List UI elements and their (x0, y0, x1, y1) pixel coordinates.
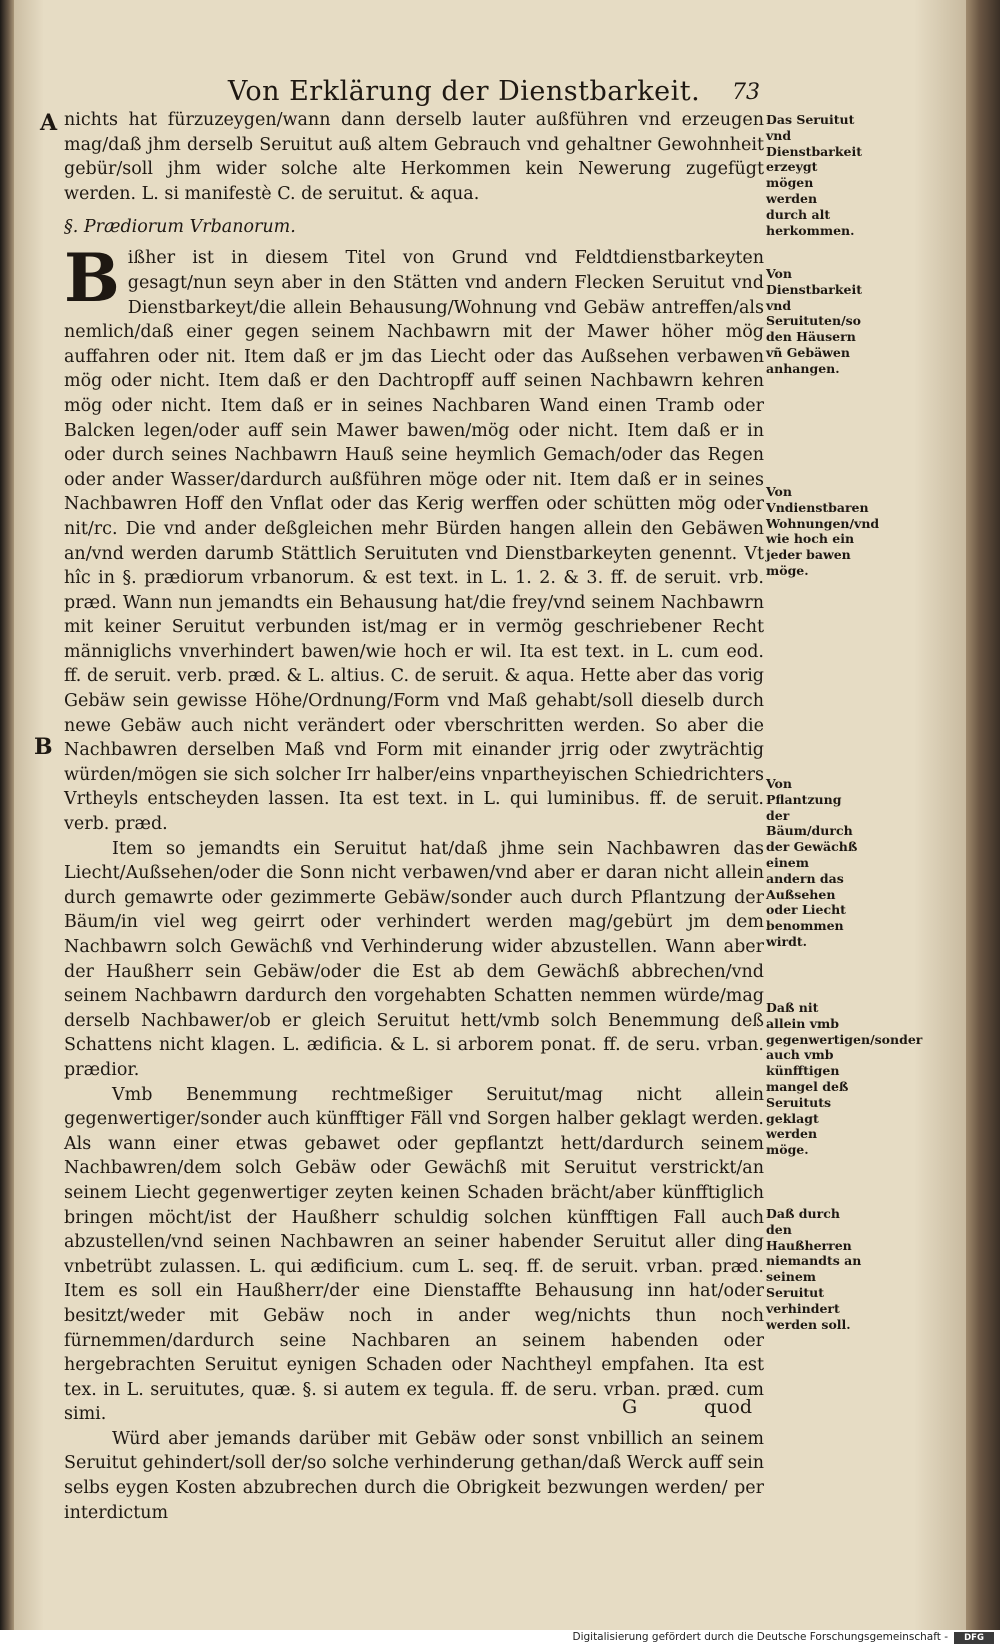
margin-letter-a: A (40, 110, 58, 136)
catchword: quod (704, 1396, 753, 1418)
paragraph-pflantzung: Item so jemandts ein Seruitut hat/daß jhme sein Nachbawren das Liecht/Außsehen/oder die Sonn nicht verbawen/vnd aber er daran nicht allein durch gemawrte oder gezimmerte Gebäw/sonder auch durch Pflantzung der Bäum/in viel weg geirrt oder verhindert werden mag/gebürt jm dem Nachbawrn solch Gewächß vnd Verhinderung wider abzustellen. Wann aber der Haußherr sein Gebäw/oder die Est ab dem Gewächß abbrechen/vnd seinem Nachbawrn dardurch den vorgehabten Schatten nemmen würde/mag derselb Nachbawer/ob er gleich Seruitut hett/vmb solch Benemmung deß Schattens nicht klagen. L. ædificia. & L. si arborem ponat. ff. de seru. vrban. prædior. (64, 838, 764, 1080)
running-title: Von Erklärung der Dienstbarkeit. (227, 76, 701, 107)
book-page (14, 0, 966, 1630)
marginal-note-5: Daß nit allein vmb gegenwertigen/sonder auch vmb künfftigen mangel deß Seruituts geklagt werden möge. (766, 1000, 923, 1158)
signature-mark: G (622, 1396, 638, 1418)
paragraph-benemmung: Vmb Benemmung rechtmeßiger Seruitut/mag nicht allein gegenwertiger/sonder auch künfftiger Fäll vnd Sorgen halber geklagt werden. Als wann einer etwas gebawet oder gepflantzt hett/dardurch seinem Nachbawren/dem solch Gebäw oder Gewächß mit Seruitut verstrickt/an seinem Liecht gegenwertiger zeyten keinen Schaden brächt/aber künfftiglich bringen möcht/ist der Haußherr schuldig solchen künfftigen Fall auch abzustellen/vnd seinen Nachbawren an seiner habender Seruitut aller ding vnbetrübt zulassen. L. qui ædificium. cum L. seq. ff. de seruit. vrban. præd. Item es soll ein Haußherr/der eine Dienstaffte Behausung inn hat/oder besitzt/weder mit Gebäw noch in ander weg/nichts thun noch fürnemmen/dardurch seine Nachbaren an seinem habenden oder hergebrachten Seruitut eynigen Schaden oder Nachtheyl empfahen. Ita est tex. in L. seruitutes, quæ. §. si autem ex tegula. ff. de seru. vrban. præd. cum simi. (64, 1084, 764, 1425)
folio-number: 73 (732, 80, 760, 105)
paragraph-prædiorum-vrbanorum: Bißher ist in diesem Titel von Grund vnd Feldtdienstbarkeyten gesagt/nun seyn aber in den Stätten vnd andern Flecken Seruitut vnd Dienstbarkeyt/die allein Behausung/Wohnung vnd Gebäw antreffen/als nemlich/daß einer gegen seinem Nachbawrn mit der Mawer höher mög auffahren oder nit. Item daß er jm das Liecht oder das Außsehen verbawen mög oder nicht. Item daß er den Dachtropff auff seinen Nachbawrn kehren mög oder nicht. Item daß er in seines Nachbaren Wand einen Tramb oder Balcken legen/oder auff sein Mawer bawen/mög oder nicht. Item daß er in oder durch seines Nachbawrn Hauß seine heymlich Gemach/oder das Regen oder ander Wasser/dardurch außführen möge oder nit. Item daß er in seines Nachbawren Hoff den Vnflat oder das Kerig werffen oder schütten mög oder nit/rc. Die vnd ander deßgleichen mehr Bürden hangen allein den Gebäwen an/vnd werden darumb Stättlich Seruituten vnd Dienstbarkeyten genennt. Vt hîc in §. prædiorum vrbanorum. & est text. in L. 1. 2. & 3. ff. de seruit. vrb. præd. Wann nun jemandts ein Behausung hat/die frey/vnd seinem Nachbawrn mit keiner Seruitut verbunden ist/mag er in vermög geschriebener Recht männiglichs vnverhindert bawen/wie hoch er wil. Ita est text. in L. cum eod. ff. de seruit. verb. præd. & L. altius. C. de seruit. & aqua. Hette aber das vorig Gebäw sein gewisse Höhe/Ordnung/Form vnd Maß gehabt/soll dieselb durch newe Gebäw auch nicht verändert oder vberschritten werden. So aber die Nachbawren derselben Maß vnd Form mit einander jrrig oder zwytrӓchtig würden/mögen sie sich solcher Irr halber/eins vnpartheyischen Schiedrichters Vrtheyls entscheyden lassen. Ita est text. in L. qui luminibus. ff. de seruit. verb. præd. (64, 239, 764, 835)
paragraph-verhinderung: Würd aber jemands darüber mit Gebäw oder sonst vnbillich an seinem Seruitut gehindert/soll der/so solche verhinderung gethan/daß Werck auff sein selbs eygen Kosten abzubrechen durch die Obrigkeit bezwungen werden/ per interdictum (64, 1428, 764, 1523)
dfg-logo: DFG (954, 1632, 994, 1644)
marginal-note-3: Von Vndienstbaren Wohnungen/vnd wie hoch ein jeder bawen möge. (766, 484, 880, 578)
section-heading: §. Prædiorum Vrbanorum. (64, 217, 296, 238)
main-text-column (64, 108, 764, 1525)
marginal-note-1: Das Seruitut vnd Dienstbarkeit erzeygt mögen werden durch alt herkommen. (766, 112, 863, 238)
paragraph-continued: nichts hat fürzuzeygen/wann dann derselb lauter außführen vnd erzeugen mag/daß jhm derselb Seruitut auß altem Gebrauch vnd gehaltner Gewohnheit gebür/soll jhm wider solche alte Herkommen kein Newerung zugefügt werden. L. si manifestè C. de seruitut. & aqua. (64, 110, 764, 204)
scan-binding-edge (0, 0, 14, 1646)
margin-letter-b: B (34, 734, 53, 760)
marginal-note-2: Von Dienstbarkeit vnd Seruituten/so den Häusern vñ Gebäwen anhangen. (766, 266, 863, 376)
marginal-note-6: Daß durch den Haußherren niemandts an seinem Seruitut verhindert werden soll. (766, 1206, 862, 1332)
marginal-note-4: Von Pflantzung der Bäum/durch der Gewächß einem andern das Außsehen oder Liecht benommen wirdt. (766, 776, 858, 949)
funding-credit: Digitalisierung gefördert durch die Deutsche Forschungsgemeinschaft - (572, 1631, 948, 1643)
page-stack-edge (966, 0, 1000, 1630)
